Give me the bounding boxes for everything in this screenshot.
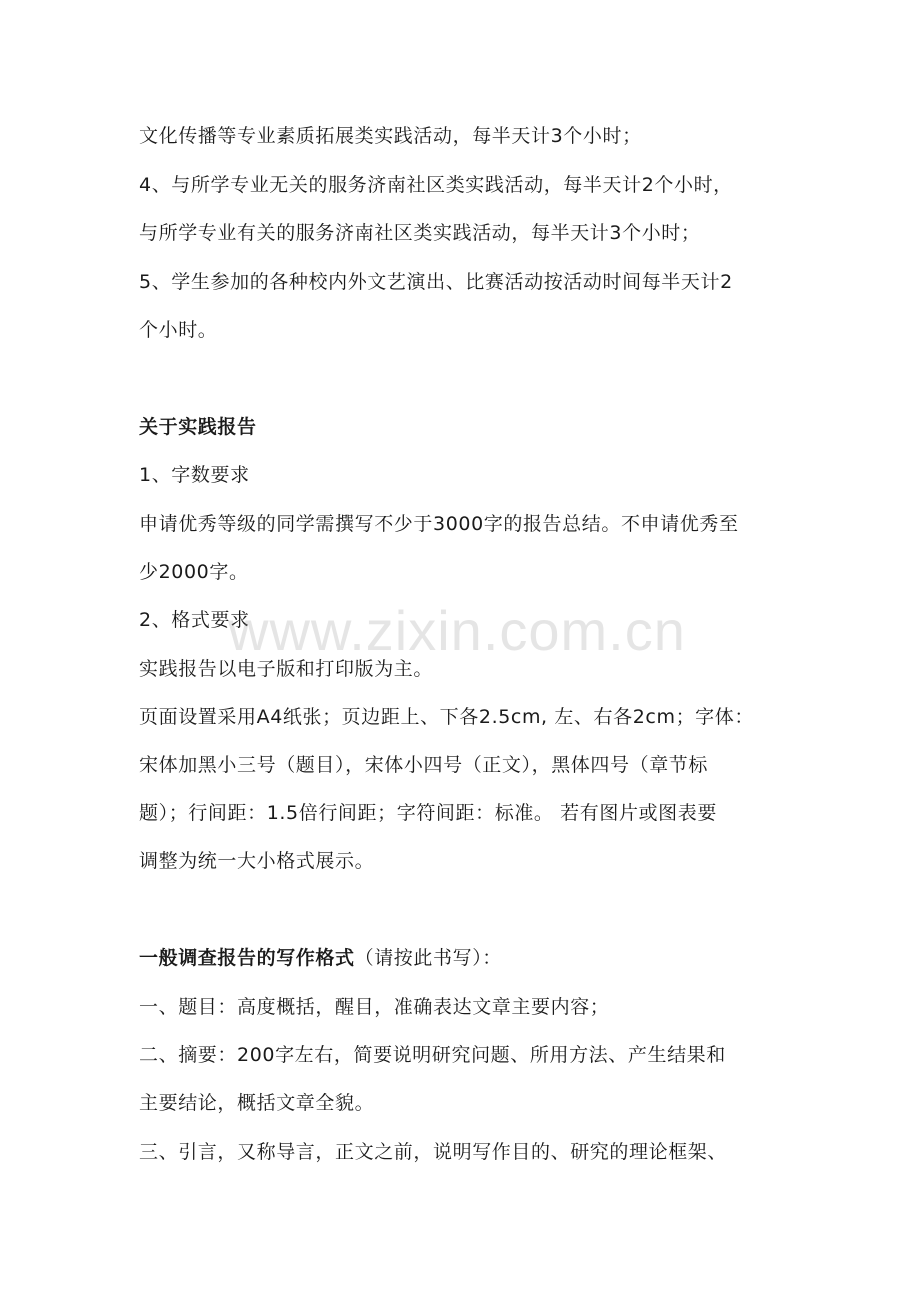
text-line: 一、题目：高度概括，醒目，准确表达文章主要内容； (139, 996, 610, 1018)
text-line: 二、摘要：200字左右，简要说明研究问题、所用方法、产生结果和 (139, 1044, 726, 1066)
section-heading-survey-format (139, 946, 502, 970)
text-line: 4、与所学专业无关的服务济南社区类实践活动，每半天计2个小时， (139, 174, 733, 196)
text-line: 申请优秀等级的同学需撰写不少于3000字的报告总结。不申请优秀至 (139, 513, 739, 535)
text-line: 文化传播等专业素质拓展类实践活动，每半天计3个小时； (139, 125, 642, 147)
text-line: 个小时。 (139, 319, 218, 341)
text-line: 2、格式要求 (139, 609, 250, 631)
text-line: 页面设置采用A4纸张；页边距上、下各2.5cm, 左、右各2cm；字体： (139, 706, 754, 728)
text-line: 少2000字。 (139, 561, 249, 583)
text-line: 宋体加黑小三号（题目），宋体小四号（正文），黑体四号（章节标 (139, 754, 709, 776)
text-line: 5、学生参加的各种校内外文艺演出、比赛活动按活动时间每半天计2 (139, 271, 733, 293)
text-line: 主要结论，概括文章全貌。 (139, 1092, 375, 1114)
heading-normal-part: （请按此书写）： (354, 947, 502, 969)
text-line: 调整为统一大小格式展示。 (139, 850, 375, 872)
text-line: 题）；行间距：1.5倍行间距；字符间距：标准。 若有图片或图表要 (139, 802, 717, 824)
section-heading-practice-report: 关于实践报告 (139, 416, 257, 438)
heading-bold-part: 一般调查报告的写作格式 (139, 947, 355, 969)
watermark: www.zixin.com.cn (228, 599, 686, 662)
text-line: 实践报告以电子版和打印版为主。 (139, 658, 434, 680)
text-line: 与所学专业有关的服务济南社区类实践活动，每半天计3个小时； (139, 222, 701, 244)
text-line: 1、字数要求 (139, 464, 250, 486)
text-line: 三、引言，又称导言，正文之前，说明写作目的、研究的理论框架、 (139, 1141, 728, 1163)
